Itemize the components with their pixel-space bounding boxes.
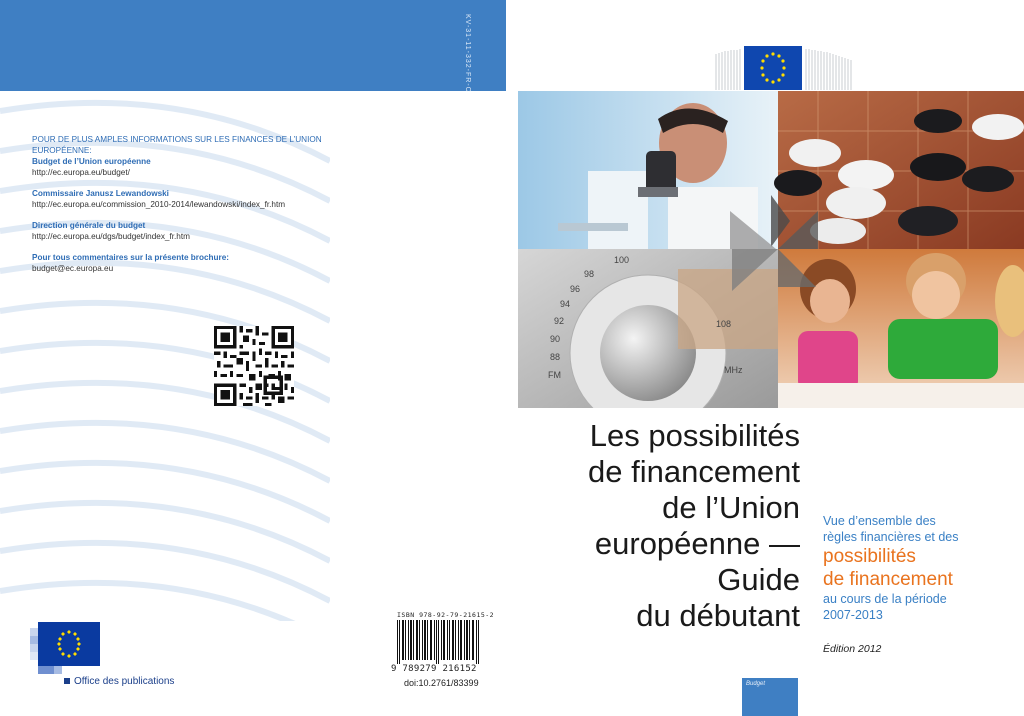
title-line: du débutant <box>636 598 800 633</box>
dial-label: 90 <box>550 334 561 344</box>
title-line: Guide <box>717 562 800 597</box>
cover-subtitle <box>823 513 1023 623</box>
dial-label: 100 <box>614 255 630 265</box>
qr-code[interactable] <box>214 326 294 406</box>
contact-label: Pour tous commentaires sur la présente brochure: <box>32 253 230 262</box>
edition-label: Édition 2012 <box>823 643 882 655</box>
contact-link[interactable]: http://ec.europa.eu/budget/ <box>32 168 130 177</box>
info-heading: POUR DE PLUS AMPLES INFORMATIONS SUR LES FINANCES DE L’UNION EUROPÉENNE: <box>32 135 322 155</box>
barcode-digits: 9 789279 216152 <box>391 664 477 674</box>
cover-title <box>526 418 800 634</box>
contact-label: Commissaire Janusz Lewandowski <box>32 189 169 198</box>
barcode <box>397 620 479 664</box>
dial-label: 94 <box>560 299 571 309</box>
dial-label: 88 <box>550 352 561 362</box>
top-blue-band <box>0 0 506 91</box>
back-cover <box>0 0 506 716</box>
contact-label: Budget de l’Union européenne <box>32 157 151 166</box>
dial-label: FM <box>548 370 561 380</box>
dial-label: MHz <box>724 365 743 375</box>
title-line: de financement <box>588 454 800 489</box>
contact-link[interactable]: http://ec.europa.eu/dgs/budget/index_fr.htm <box>32 232 190 241</box>
publisher-label: Office des publications <box>64 676 174 687</box>
title-line: de l’Union <box>662 490 800 525</box>
budget-tab-label: Budget <box>746 681 766 687</box>
title-line: européenne — <box>594 526 800 561</box>
isbn-text: ISBN 978-92-79-21615-2 <box>397 611 495 619</box>
dial-label: 108 <box>716 319 732 329</box>
contact-link[interactable]: budget@ec.europa.eu <box>32 264 114 273</box>
subtitle-line: règles financières et des <box>823 530 959 544</box>
title-line: Les possibilités <box>589 418 800 453</box>
dial-label: 92 <box>554 316 565 326</box>
contact-link[interactable]: http://ec.europa.eu/commission_2010-2014/lewandowski/index_fr.htm <box>32 200 286 209</box>
dial-label: 96 <box>570 284 581 294</box>
front-cover <box>506 0 1024 716</box>
info-block <box>32 134 332 274</box>
subtitle-line: au cours de la période <box>823 592 947 606</box>
subtitle-highlight: de financement <box>823 569 953 590</box>
subtitle-highlight: possibilités <box>823 546 916 567</box>
cover-photo-collage <box>518 91 1024 408</box>
publications-office-logo-icon <box>30 622 100 674</box>
budget-tab <box>742 678 798 716</box>
subtitle-line: Vue d’ensemble des <box>823 514 936 528</box>
doi-text: doi:10.2761/83399 <box>404 678 479 688</box>
dial-label: 98 <box>584 269 595 279</box>
catalog-code: KV-31-11-332-FR-C <box>464 14 471 93</box>
contact-label: Direction générale du budget <box>32 221 146 230</box>
subtitle-line: 2007-2013 <box>823 608 883 622</box>
